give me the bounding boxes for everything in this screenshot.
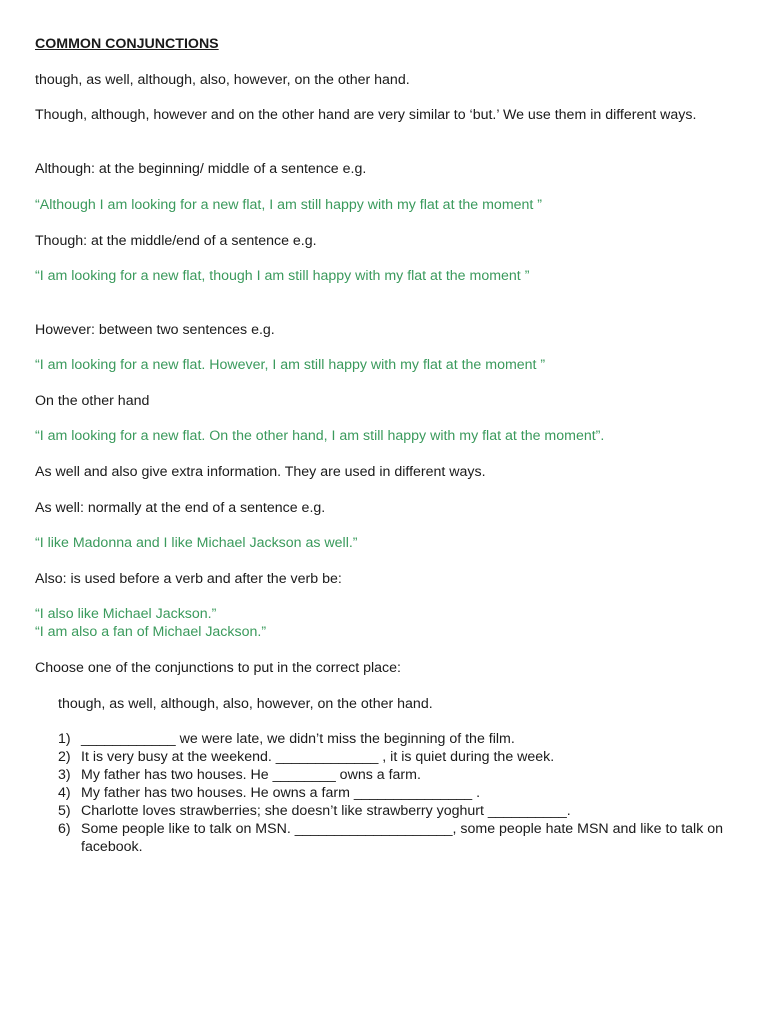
exercise-item — [58, 820, 738, 856]
also-example-1: “I also like Michael Jackson.” — [35, 606, 217, 622]
exercise-instruction: Choose one of the conjunctions to put in the correct place: — [35, 660, 401, 676]
exercise-item — [58, 748, 738, 766]
exercise-number: 5) — [58, 803, 71, 819]
exercise-number: 2) — [58, 749, 71, 765]
exercise-number: 6) — [58, 821, 71, 837]
exercise-list — [58, 730, 738, 856]
on-the-other-hand-rule: On the other hand — [35, 393, 150, 409]
on-the-other-hand-example: “I am looking for a new flat. On the other hand, I am still happy with my flat at the moment”. — [35, 428, 605, 444]
exercise-number: 3) — [58, 767, 71, 783]
exercise-number: 1) — [58, 731, 71, 747]
although-rule: Although: at the beginning/ middle of a sentence e.g. — [35, 161, 367, 177]
exercise-text: Some people like to talk on MSN. ____________________, some people hate MSN and like to talk on facebook. — [81, 821, 724, 855]
exercise-item — [58, 730, 738, 748]
exercise-text: My father has two houses. He owns a farm _______________ . — [81, 785, 481, 801]
page-title: COMMON CONJUNCTIONS — [35, 36, 219, 52]
though-rule: Though: at the middle/end of a sentence e.g. — [35, 233, 317, 249]
however-rule: However: between two sentences e.g. — [35, 322, 275, 338]
also-rule: Also: is used before a verb and after the verb be: — [35, 571, 342, 587]
also-example-2: “I am also a fan of Michael Jackson.” — [35, 624, 267, 640]
exercise-text: My father has two houses. He ________ owns a farm. — [81, 767, 421, 783]
as-well-example: “I like Madonna and I like Michael Jackson as well.” — [35, 535, 358, 551]
extra-info-paragraph: As well and also give extra information. They are used in different ways. — [35, 464, 486, 480]
although-example: “Although I am looking for a new flat, I am still happy with my flat at the moment ” — [35, 197, 543, 213]
exercise-text: ____________ we were late, we didn’t miss the beginning of the film. — [81, 731, 515, 747]
exercise-number: 4) — [58, 785, 71, 801]
however-example: “I am looking for a new flat. However, I am still happy with my flat at the moment ” — [35, 357, 546, 373]
exercise-text: Charlotte loves strawberries; she doesn’t like strawberry yoghurt __________. — [81, 803, 571, 819]
exercise-item — [58, 802, 738, 820]
exercise-text: It is very busy at the weekend. _____________ , it is quiet during the week. — [81, 749, 555, 765]
as-well-rule: As well: normally at the end of a sentence e.g. — [35, 500, 326, 516]
though-example: “I am looking for a new flat, though I am still happy with my flat at the moment ” — [35, 268, 530, 284]
exercise-item — [58, 784, 738, 802]
exercise-item — [58, 766, 738, 784]
intro-paragraph: Though, although, however and on the other hand are very similar to ‘but.’ We use them in different ways. — [35, 107, 697, 123]
conjunction-list: though, as well, although, also, however, on the other hand. — [35, 72, 410, 88]
exercise-word-bank: though, as well, although, also, however, on the other hand. — [58, 696, 433, 712]
